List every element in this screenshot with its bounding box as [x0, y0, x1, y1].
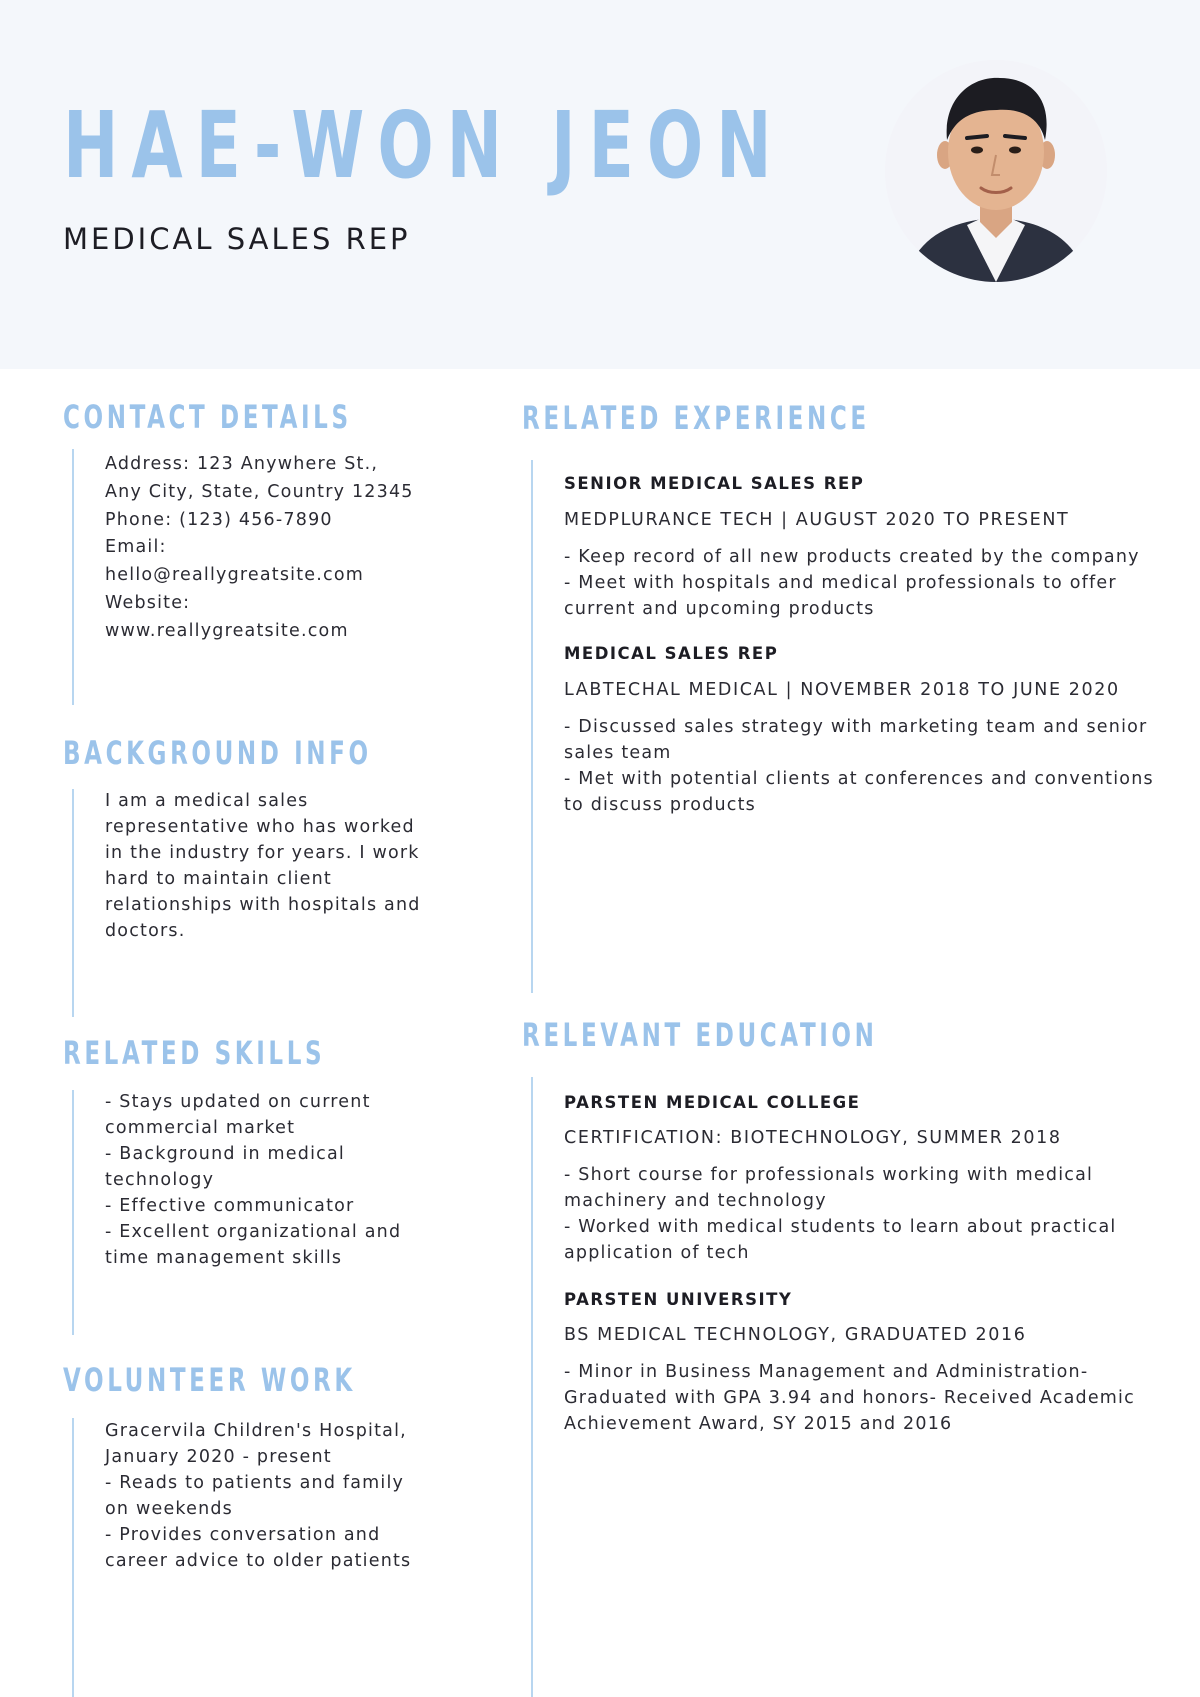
- job-description-2: - Discussed sales strategy with marketing team and senior sales team - Met with potential clients at conferences and conventions to discuss products: [564, 717, 1154, 815]
- candidate-name: HAE-WON JEON: [63, 92, 785, 199]
- profile-photo: [885, 60, 1107, 282]
- volunteer-section-title: VOLUNTEER WORK: [63, 1361, 356, 1399]
- contact-section-title: CONTACT DETAILS: [63, 398, 352, 436]
- job-company-1: MEDPLURANCE TECH | AUGUST 2020 TO PRESENT: [564, 510, 1070, 530]
- background-text: I am a medical sales representative who has worked in the industry for years. I work hard to maintain client relationships with hospitals and doctors.: [105, 791, 421, 941]
- contact-website-label: Website:: [105, 592, 191, 613]
- education-divider-line: [531, 1077, 533, 1697]
- contact-phone: Phone: (123) 456-7890: [105, 509, 333, 530]
- contact-divider-line: [72, 449, 74, 705]
- header-banner: [0, 0, 1200, 369]
- school-name-2: PARSTEN UNIVERSITY: [564, 1290, 793, 1309]
- volunteer-text: Gracervila Children's Hospital, January 2020 - present - Reads to patients and family on weekends - Provides conversation and career advice to older patients: [105, 1421, 412, 1571]
- contact-details: [105, 451, 435, 646]
- candidate-role: MEDICAL SALES REP: [63, 222, 411, 256]
- skills-divider-line: [72, 1090, 74, 1335]
- job-description-1: - Keep record of all new products created by the company - Meet with hospitals and medical professionals to offer current and upcoming products: [564, 547, 1140, 619]
- background-section-title: BACKGROUND INFO: [63, 734, 372, 772]
- contact-email-value: hello@reallygreatsite.com: [105, 565, 364, 586]
- background-divider-line: [72, 789, 74, 1017]
- contact-email-label: Email:: [105, 537, 167, 558]
- experience-divider-line: [531, 460, 533, 993]
- skills-list: - Stays updated on current commercial market - Background in medical technology - Effective communicator - Excellent organizational and time management skills: [105, 1092, 402, 1268]
- school-name-1: PARSTEN MEDICAL COLLEGE: [564, 1093, 861, 1112]
- school-description-1: - Short course for professionals working with medical machinery and technology - Worked with medical students to learn about practical application of tech: [564, 1165, 1117, 1263]
- school-description-2: - Minor in Business Management and Administration- Graduated with GPA 3.94 and honors- Received Academic Achievement Award, SY 2015 and 2016: [564, 1362, 1135, 1434]
- school-degree-1: CERTIFICATION: BIOTECHNOLOGY, SUMMER 2018: [564, 1128, 1062, 1148]
- job-company-2: LABTECHAL MEDICAL | NOVEMBER 2018 TO JUNE 2020: [564, 680, 1120, 700]
- job-title-2: MEDICAL SALES REP: [564, 644, 779, 663]
- contact-address-line2: Any City, State, Country 12345: [105, 481, 414, 502]
- education-section-title: RELEVANT EDUCATION: [522, 1016, 878, 1054]
- contact-address-line1: Address: 123 Anywhere St.,: [105, 454, 379, 474]
- school-degree-2: BS MEDICAL TECHNOLOGY, GRADUATED 2016: [564, 1325, 1027, 1345]
- contact-website-value: www.reallygreatsite.com: [105, 620, 349, 641]
- job-title-1: SENIOR MEDICAL SALES REP: [564, 474, 865, 493]
- volunteer-divider-line: [72, 1418, 74, 1697]
- skills-section-title: RELATED SKILLS: [63, 1034, 326, 1072]
- person-portrait-icon: [885, 60, 1107, 282]
- experience-section-title: RELATED EXPERIENCE: [522, 399, 870, 437]
